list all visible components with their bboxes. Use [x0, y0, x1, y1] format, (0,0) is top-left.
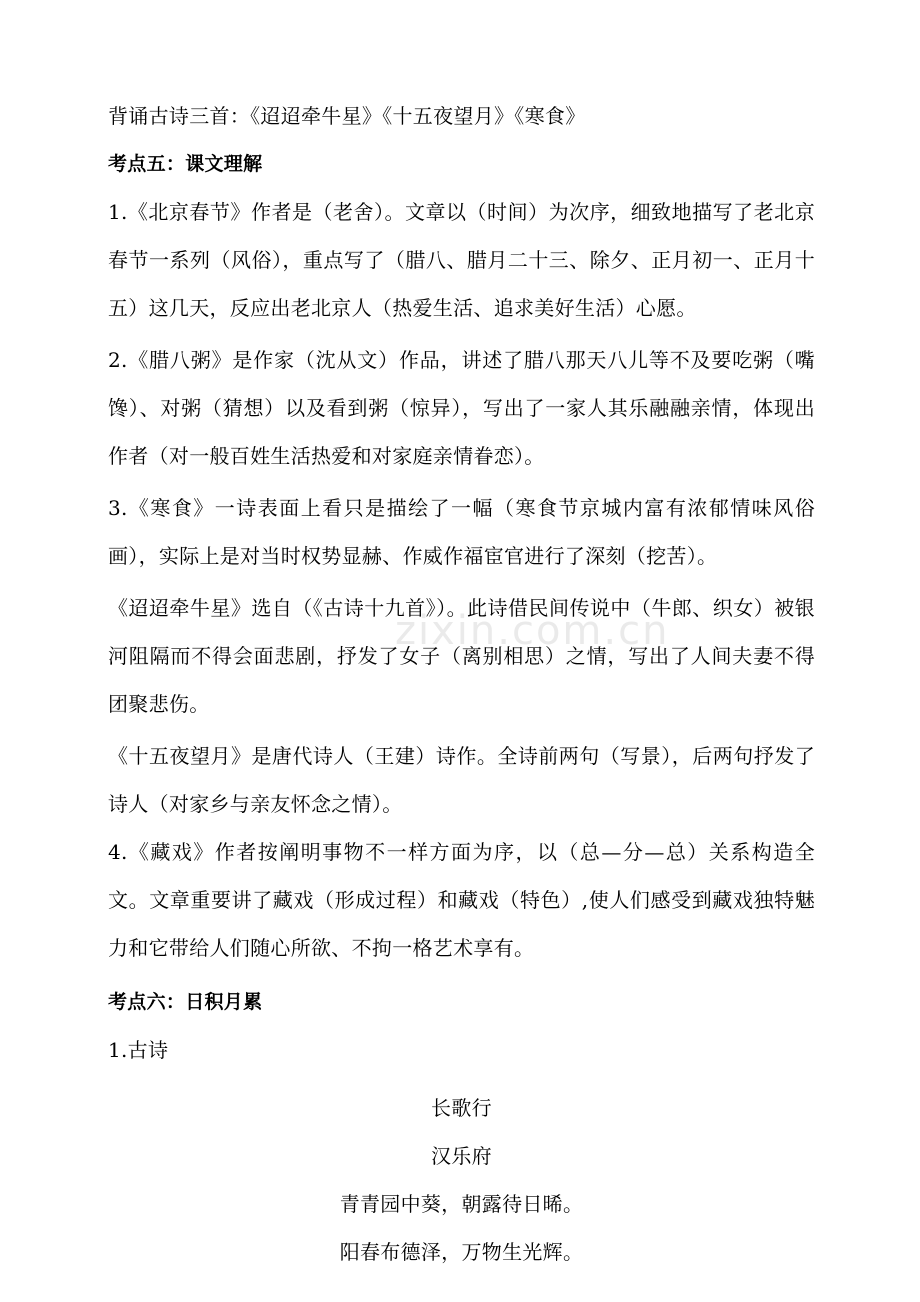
- section5-heading: 考点五：课文理解: [108, 153, 263, 175]
- section5-item-4: 《迢迢牵牛星》选自（《古诗十九首》）。此诗借民间传说中（牛郎、织女）被银河阻隔而不得会面悲剧，抒发了女子（离别相思）之情，写出了人间夫妻不得团聚悲伤。: [108, 596, 815, 716]
- section6-subheading: 1.古诗: [108, 1038, 169, 1062]
- section5-item-5: 《十五夜望月》是唐代诗人（王建）诗作。全诗前两句（写景），后两句抒发了诗人（对家乡与亲友怀念之情）。: [108, 744, 815, 816]
- document-content: [108, 92, 815, 1276]
- watermark: zixin.com.cn: [395, 608, 670, 654]
- section5-item-6: 4.《藏戏》作者按阐明事物不一样方面为序，以（总—分—总）关系构造全文。文章重要讲了藏戏（形成过程）和藏戏（特色）,使人们感受到藏戏独特魅力和它带给人们随心所欲、不拘一格艺术享有。: [108, 840, 815, 960]
- poem: [108, 1084, 815, 1276]
- section5-item-1: 1.《北京春节》作者是（老舍）。文章以（时间）为次序，细致地描写了老北京春节一系列（风俗），重点写了（腊八、腊月二十三、除夕、正月初一、正月十五）这几天，反应出老北京人（热爱生活、追求美好生活）心愿。: [108, 200, 815, 320]
- poem-author: 汉乐府: [431, 1144, 492, 1168]
- section5-item-2: 2.《腊八粥》是作家（沈从文）作品，讲述了腊八那天八儿等不及要吃粥（嘴馋）、对粥（猜想）以及看到粥（惊异），写出了一家人其乐融融亲情，体现出作者（对一般百姓生活热爱和对家庭亲情眷恋）。: [108, 348, 815, 468]
- poem-line: 青青园中葵，朝露待日晞。: [339, 1192, 584, 1216]
- poem-line: 阳春布德泽，万物生光辉。: [339, 1240, 584, 1264]
- intro-line: 背诵古诗三首：《迢迢牵牛星》《十五夜望月》《寒食》: [108, 104, 586, 128]
- section6-heading: 考点六：日积月累: [108, 991, 263, 1013]
- poem-title: 长歌行: [431, 1096, 492, 1120]
- section5-item-3: 3.《寒食》一诗表面上看只是描绘了一幅（寒食节京城内富有浓郁情味风俗画），实际上是对当时权势显赫、作威作福宦官进行了深刻（挖苦）。: [108, 496, 815, 568]
